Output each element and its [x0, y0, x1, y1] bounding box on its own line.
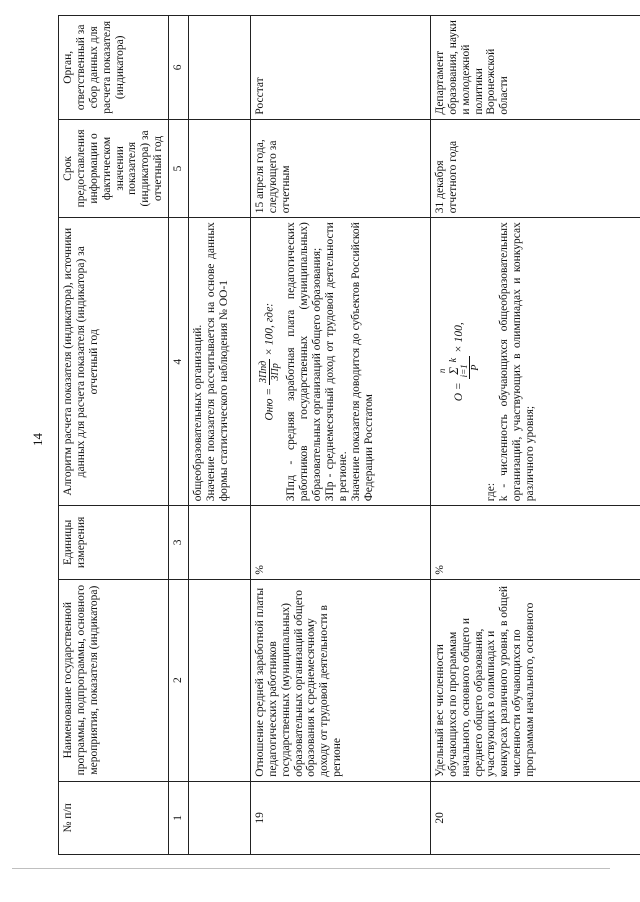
responsible-body: Департамент образования, науки и молодежной политики Воронежской области	[430, 16, 640, 120]
sum-symbol	[438, 364, 469, 377]
col-number: 1	[169, 781, 189, 854]
continuation-algorithm	[188, 218, 250, 506]
formula-numerator-var: k	[447, 357, 459, 363]
row-number: 20	[430, 781, 640, 854]
formula-denominator: P	[469, 364, 481, 371]
continuation-text: общеобразовательных организаций.	[191, 324, 204, 502]
header-row	[59, 16, 169, 855]
header-unit: Единицы измерения	[59, 506, 169, 579]
table-row-20	[430, 16, 640, 855]
definition: ЗПр - среднемесячный доход от трудовой деятельности в регионе.	[323, 222, 349, 502]
indicator-name: Отношение средней заработной платы педагогических работников государственных (муниципальных) образовательных организаций общего образования к среднемесячному доходу от трудовой деятельности в регионе	[250, 579, 430, 781]
formula-lhs: Оню =	[263, 387, 276, 421]
col-number: 6	[169, 16, 189, 120]
sum-bottom: i=1	[458, 364, 469, 378]
responsible-body: Росстат	[250, 16, 430, 120]
sum-top: n	[436, 368, 447, 374]
formula	[438, 222, 481, 501]
source-note: Значение показателя доводится до субъектов Российской Федерации Росстатом	[349, 222, 375, 502]
header-algorithm: Алгоритм расчета показателя (индикатора), источники данных для расчета показателя (индикатора) за отчетный год	[59, 218, 169, 506]
unit: %	[430, 506, 640, 579]
formula-fraction	[438, 356, 481, 380]
header-num: № п/п	[59, 781, 169, 854]
deadline: 31 декабря отчетного года	[430, 119, 640, 218]
algorithm-cell	[250, 218, 430, 506]
formula-where: где:	[485, 482, 498, 502]
indicators-table	[58, 15, 640, 855]
unit: %	[250, 506, 430, 579]
header-deadline: Срок предоставления информации о фактическом значении показателя (индикатора) за отчетный год	[59, 119, 169, 218]
data-source-note: Значение показателя рассчитывается на основе данных формы статистического наблюдения № ОО-1	[204, 222, 230, 502]
formula-fraction	[258, 359, 281, 385]
indicator-name: Удельный вес численности обучающихся по программам начального, основного общего и среднего общего образования, участвующих в олимпиадах и конкурсах различного уровня, в общей численности обучающихся по программам начального, основного	[430, 579, 640, 781]
formula-denominator: ЗПр	[270, 363, 282, 381]
col-number: 5	[169, 119, 189, 218]
formula-tail: × 100,	[453, 322, 466, 354]
row-number: 19	[250, 781, 430, 854]
formula-numerator	[438, 356, 470, 380]
formula	[258, 222, 281, 501]
page-number: 14	[30, 433, 45, 446]
rotated-page	[58, 15, 618, 855]
formula-numerator: ЗПпд	[257, 360, 269, 383]
continuation-row	[188, 16, 250, 855]
definition: k - численность обучающихся общеобразовательных организаций, участвующих в олимпиадах и конкурсах различного уровня;	[497, 222, 536, 502]
deadline: 15 апреля года, следующего за отчетным	[250, 119, 430, 218]
header-name: Наименование государственной программы, подпрограммы, основного мероприятия, показателя (индикатора)	[59, 579, 169, 781]
formula-where: где:	[263, 302, 276, 323]
formula-lhs: O =	[453, 382, 466, 402]
algorithm-cell	[430, 218, 640, 506]
col-number: 2	[169, 579, 189, 781]
table-row-19	[250, 16, 430, 855]
header-responsible: Орган, ответственный за сбор данных для расчета показателя (индикатора)	[59, 16, 169, 120]
definition: ЗПпд - средняя заработная плата педагогических работников государственных (муниципальных) образовательных организаций общего образования;	[285, 222, 323, 502]
column-numbers-row	[169, 16, 189, 855]
sigma: Σ	[445, 367, 461, 375]
col-number: 4	[169, 218, 189, 506]
bottom-rule	[12, 868, 610, 869]
formula-tail: × 100,	[263, 325, 276, 356]
col-number: 3	[169, 506, 189, 579]
